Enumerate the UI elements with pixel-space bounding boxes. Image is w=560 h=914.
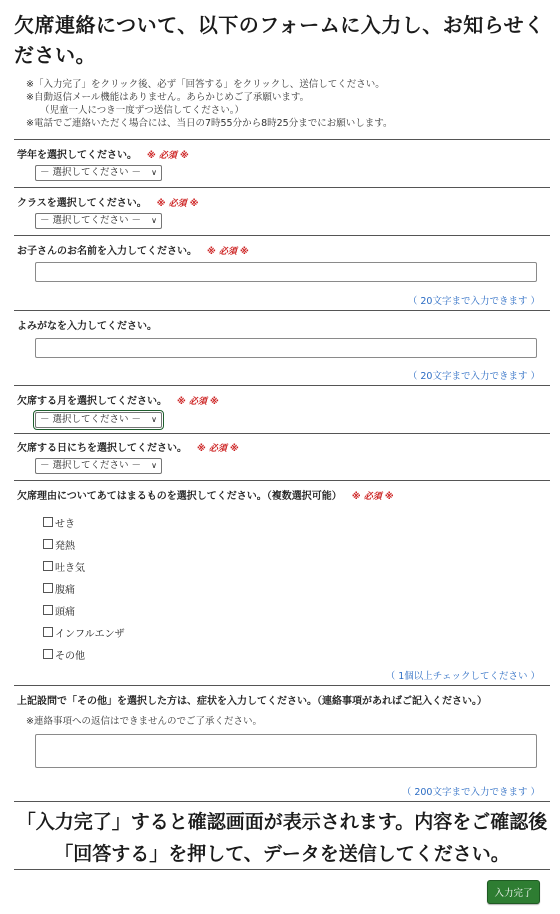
furigana-hint: （ 20文字まで入力できます ） [407, 371, 540, 382]
symptoms-hint: （ 200文字まで入力できます ） [401, 787, 540, 798]
child-name-input[interactable] [35, 262, 537, 282]
instruction-line: （児童一人につき一度ずつ送信してください。） [40, 105, 245, 116]
reason-option-fever[interactable]: 発熱 [43, 533, 125, 555]
checkbox[interactable] [43, 627, 53, 637]
reason-checklist [43, 511, 125, 665]
page-title: 欠席連絡について、以下のフォームに入力し、お知らせください。 [14, 13, 545, 67]
chevron-down-icon: ∨ [151, 168, 157, 177]
reason-option-cough[interactable]: せき [43, 511, 125, 533]
child-name-label: お子さんのお名前を入力してください。 ※ 必須 ※ [17, 246, 249, 257]
reason-option-other[interactable]: その他 [43, 643, 125, 665]
instructions [26, 78, 546, 130]
chevron-down-icon: ∨ [151, 216, 157, 225]
reason-option-nausea[interactable]: 吐き気 [43, 555, 125, 577]
class-label: クラスを選択してください。 ※ 必須 ※ [17, 198, 199, 209]
submit-button[interactable]: 入力完了 [487, 880, 540, 904]
checkbox[interactable] [43, 517, 53, 527]
divider [14, 685, 550, 686]
grade-select[interactable]: － 選択してください － ∨ [35, 165, 162, 181]
required-mark: ※ 必須 ※ [156, 199, 199, 209]
divider [14, 187, 550, 188]
required-mark: ※ 必須 ※ [351, 492, 394, 502]
divider [14, 139, 550, 140]
required-mark: ※ 必須 ※ [147, 151, 189, 161]
required-mark: ※ 必須 ※ [177, 397, 219, 407]
grade-label: 学年を選択してください。 ※ 必須 ※ [17, 150, 189, 161]
reason-option-influenza[interactable]: インフルエンザ [43, 621, 125, 643]
instruction-line: ※「入力完了」をクリック後、必ず「回答する」をクリックし、送信してください。 [26, 79, 385, 90]
symptoms-note: ※連絡事項への返信はできませんのでご了承ください。 [26, 716, 262, 727]
month-select[interactable]: － 選択してください － ∨ [35, 412, 162, 428]
divider [14, 801, 550, 802]
symptoms-label: 上記設問で「その他」を選択した方は、症状を入力してください。（連絡事項があればご記入ください。） [17, 696, 487, 707]
furigana-input[interactable] [35, 338, 537, 358]
checkbox[interactable] [43, 539, 53, 549]
divider [14, 433, 550, 434]
class-select[interactable]: － 選択してください － ∨ [35, 213, 162, 229]
checkbox[interactable] [43, 605, 53, 615]
day-label: 欠席する日にちを選択してください。 ※ 必須 ※ [17, 443, 239, 454]
month-label: 欠席する月を選択してください。 ※ 必須 ※ [17, 396, 219, 407]
confirmation-message: 「入力完了」すると確認画面が表示されます。内容をご確認後「回答する」を押して、データを送信してください。 [16, 811, 548, 865]
furigana-label: よみがなを入力してください。 [17, 321, 157, 332]
reason-hint: （ 1個以上チェックしてください ） [385, 671, 540, 682]
divider [14, 310, 550, 311]
chevron-down-icon: ∨ [151, 461, 157, 470]
chevron-down-icon: ∨ [151, 415, 157, 424]
reason-label: 欠席理由についてあてはまるものを選択してください。（複数選択可能） ※ 必須 ※ [17, 491, 394, 502]
required-mark: ※ 必須 ※ [207, 247, 249, 257]
checkbox[interactable] [43, 561, 53, 571]
child-name-hint: （ 20文字まで入力できます ） [407, 296, 540, 307]
day-select[interactable]: － 選択してください － ∨ [35, 458, 162, 474]
instruction-line: ※自動返信メール機能はありません。あらかじめご了承願います。 [26, 92, 310, 103]
checkbox[interactable] [43, 583, 53, 593]
divider [14, 385, 550, 386]
reason-option-headache[interactable]: 頭痛 [43, 599, 125, 621]
reason-option-stomachache[interactable]: 腹痛 [43, 577, 125, 599]
divider [14, 235, 550, 236]
symptoms-textarea[interactable] [35, 734, 537, 768]
divider [14, 869, 550, 870]
instruction-line: ※電話でご連絡いただく場合には、当日の7時55分から8時25分までにお願いします。 [26, 118, 393, 129]
required-mark: ※ 必須 ※ [197, 444, 239, 454]
divider [14, 480, 550, 481]
checkbox[interactable] [43, 649, 53, 659]
